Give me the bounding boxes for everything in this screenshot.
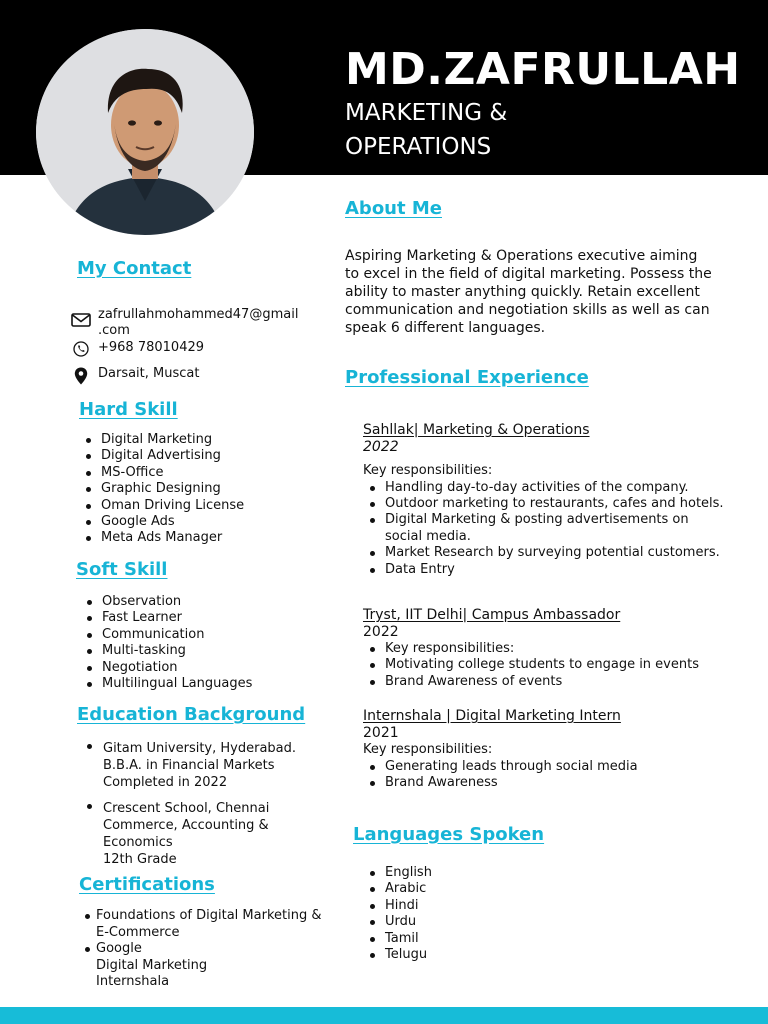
list-item: Key responsibilities:: [363, 641, 743, 657]
list-item: Multilingual Languages: [80, 676, 252, 692]
certifications-heading: Certifications: [79, 874, 215, 895]
contact-phone[interactable]: +968 78010429: [98, 340, 205, 355]
candidate-role: [345, 96, 645, 164]
footer-accent-bar: [0, 1007, 768, 1024]
certification-item: [82, 908, 322, 941]
responsibility-list: [363, 641, 743, 690]
location-pin-icon: [70, 366, 92, 385]
job-entry-1: [363, 422, 743, 578]
email-line-2: .com: [98, 323, 130, 338]
certification-line: E-Commerce: [96, 924, 180, 940]
contact-location-row: [70, 366, 199, 385]
list-item: Negotiation: [80, 660, 252, 676]
contact-phone-row[interactable]: [70, 340, 204, 357]
list-item: Observation: [80, 594, 252, 610]
list-item: Fast Learner: [80, 610, 252, 626]
mail-icon: [70, 307, 92, 339]
list-item: Multi-tasking: [80, 643, 252, 659]
education-item: [78, 800, 269, 868]
job-entry-3: [363, 708, 743, 791]
soft-skill-list: [80, 594, 252, 692]
list-item: Generating leads through social media: [363, 759, 743, 775]
list-item: Data Entry: [363, 562, 743, 578]
job-entry-2: [363, 607, 743, 690]
list-item: Tamil: [363, 931, 432, 947]
list-item: English: [363, 865, 432, 881]
list-item: Handling day-to-day activities of the company.: [363, 480, 743, 496]
list-item: MS-Office: [79, 465, 244, 481]
list-item: Brand Awareness of events: [363, 674, 743, 690]
job-title: Internshala | Digital Marketing Intern: [363, 708, 621, 724]
bullet-dot: [87, 744, 92, 749]
experience-heading: Professional Experience: [345, 367, 589, 388]
list-item: Google Ads: [79, 514, 244, 530]
soft-skill-heading: Soft Skill: [76, 559, 168, 580]
list-item: Digital Marketing & posting advertisements on social media.: [363, 512, 703, 545]
languages-heading: Languages Spoken: [353, 824, 545, 845]
email-line-1: zafrullahmohammed47@gmail: [98, 307, 299, 322]
responsibility-list: [363, 480, 743, 578]
hard-skill-heading: Hard Skill: [79, 399, 178, 420]
education-line: 12th Grade: [103, 852, 177, 867]
list-item: Oman Driving License: [79, 498, 244, 514]
hard-skill-list: [79, 432, 244, 547]
list-item: Urdu: [363, 914, 432, 930]
list-item: Motivating college students to engage in events: [363, 657, 743, 673]
contact-heading: My Contact: [77, 258, 192, 279]
job-year: 2021: [363, 725, 399, 741]
education-item: [78, 740, 296, 791]
job-title: Sahllak| Marketing & Operations: [363, 422, 590, 438]
list-item: Arabic: [363, 881, 432, 897]
role-line-2: OPERATIONS: [345, 134, 492, 160]
profile-photo: [36, 29, 254, 235]
certification-line: Google: [96, 941, 142, 956]
certification-line: Foundations of Digital Marketing &: [96, 908, 322, 923]
bullet-dot: [87, 804, 92, 809]
education-line: B.B.A. in Financial Markets: [103, 758, 275, 773]
responsibilities-label: Key responsibilities:: [363, 742, 493, 757]
list-item: Digital Marketing: [79, 432, 244, 448]
list-item: Communication: [80, 627, 252, 643]
certification-line: Digital Marketing: [96, 957, 208, 973]
contact-email[interactable]: [98, 307, 298, 339]
phone-icon: [70, 340, 92, 357]
about-heading: About Me: [345, 198, 442, 219]
languages-list: [363, 865, 432, 963]
list-item: Telugu: [363, 947, 432, 963]
certification-item: [82, 941, 207, 991]
list-item: Hindi: [363, 898, 432, 914]
responsibility-list: [363, 759, 743, 792]
education-line: Crescent School, Chennai: [103, 801, 270, 816]
role-line-1: MARKETING &: [345, 100, 508, 126]
education-line: Economics: [103, 835, 173, 850]
education-line: Completed in 2022: [103, 775, 228, 790]
list-item: Market Research by surveying potential customers.: [363, 545, 743, 561]
list-item: Digital Advertising: [79, 448, 244, 464]
education-line: Gitam University, Hyderabad.: [103, 741, 297, 756]
contact-email-row[interactable]: [70, 307, 298, 339]
education-line: Commerce, Accounting &: [103, 818, 269, 833]
job-title: Tryst, IIT Delhi| Campus Ambassador: [363, 607, 621, 623]
list-item: Graphic Designing: [79, 481, 244, 497]
education-heading: Education Background: [77, 704, 306, 725]
job-year: 2022: [363, 624, 399, 640]
certification-line: Internshala: [96, 974, 170, 990]
list-item: Brand Awareness: [363, 775, 743, 791]
contact-location: Darsait, Muscat: [98, 366, 200, 381]
bullet-dot: [85, 947, 90, 952]
about-text: Aspiring Marketing & Operations executive aiming to excel in the field of digital marketing. Possess the ability to master anything quickly. Retain excellent communication and negotiation skills as well as can speak 6 different languages.: [345, 248, 712, 336]
responsibilities-label: Key responsibilities:: [363, 463, 493, 478]
candidate-name: MD.ZAFRULLAH: [345, 44, 741, 95]
list-item: Outdoor marketing to restaurants, cafes and hotels.: [363, 496, 743, 512]
portrait-image: [36, 29, 254, 235]
bullet-dot: [85, 914, 90, 919]
list-item: Meta Ads Manager: [79, 530, 244, 546]
job-year: 2022: [363, 439, 399, 455]
